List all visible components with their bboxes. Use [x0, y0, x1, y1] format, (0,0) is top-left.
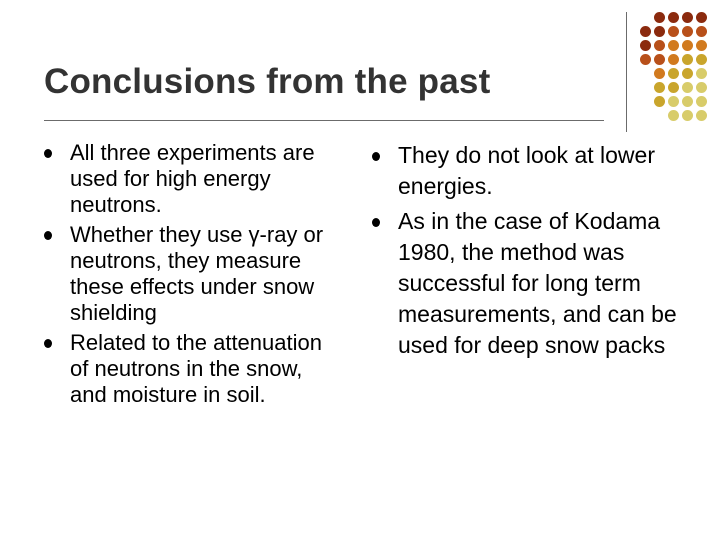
decorative-dot [682, 68, 693, 79]
decorative-dot [654, 26, 665, 37]
bullet-text: They do not look at lower energies. [398, 142, 655, 199]
decorative-dot [682, 54, 693, 65]
slide-title: Conclusions from the past [44, 62, 491, 101]
decorative-dot [654, 68, 665, 79]
decorative-dot [668, 82, 679, 93]
bullet-item [372, 206, 682, 361]
decorative-dot [640, 54, 651, 65]
decorative-dot [640, 40, 651, 51]
decorative-dot [654, 82, 665, 93]
decorative-dot [668, 26, 679, 37]
left-column [44, 140, 344, 412]
title-divider [44, 120, 604, 121]
decorative-dot-grid [640, 12, 710, 122]
decorative-dot [696, 26, 707, 37]
decorative-dot [682, 82, 693, 93]
decorative-dot [668, 12, 679, 23]
bullet-item [44, 140, 344, 218]
bullet-text: Related to the attenuation of neutrons in the snow, and moisture in soil. [70, 330, 322, 407]
decorative-dot [696, 68, 707, 79]
decorative-dot [654, 96, 665, 107]
decorative-dot [696, 110, 707, 121]
decorative-dot [668, 68, 679, 79]
decorative-dot [640, 26, 651, 37]
right-column [372, 140, 682, 365]
decorative-dot [696, 40, 707, 51]
bullet-text: All three experiments are used for high energy neutrons. [70, 140, 315, 217]
decorative-dot [696, 12, 707, 23]
decorative-dot [696, 96, 707, 107]
bullet-item [44, 330, 344, 408]
decorative-dot [682, 40, 693, 51]
bullet-icon [44, 231, 52, 240]
bullet-text: As in the case of Kodama 1980, the method was successful for long term measurements, and can be used for deep snow packs [398, 208, 677, 358]
bullet-text: Whether they use γ-ray or neutrons, they measure these effects under snow shielding [70, 222, 324, 325]
bullet-item [372, 140, 682, 202]
bullet-icon [44, 339, 52, 348]
decorative-dot [682, 26, 693, 37]
decorative-dot [696, 54, 707, 65]
decorative-dot [668, 40, 679, 51]
decorative-dot [654, 12, 665, 23]
decorative-dot [696, 82, 707, 93]
decorative-dot [682, 110, 693, 121]
decorative-dot [654, 40, 665, 51]
bullet-icon [44, 149, 52, 158]
vertical-divider [626, 12, 627, 132]
decorative-dot [654, 54, 665, 65]
decorative-dot [668, 110, 679, 121]
decorative-dot [682, 12, 693, 23]
decorative-dot [682, 96, 693, 107]
decorative-dot [668, 54, 679, 65]
bullet-item [44, 222, 344, 326]
decorative-dot [668, 96, 679, 107]
bullet-icon [372, 218, 380, 227]
bullet-icon [372, 152, 380, 161]
